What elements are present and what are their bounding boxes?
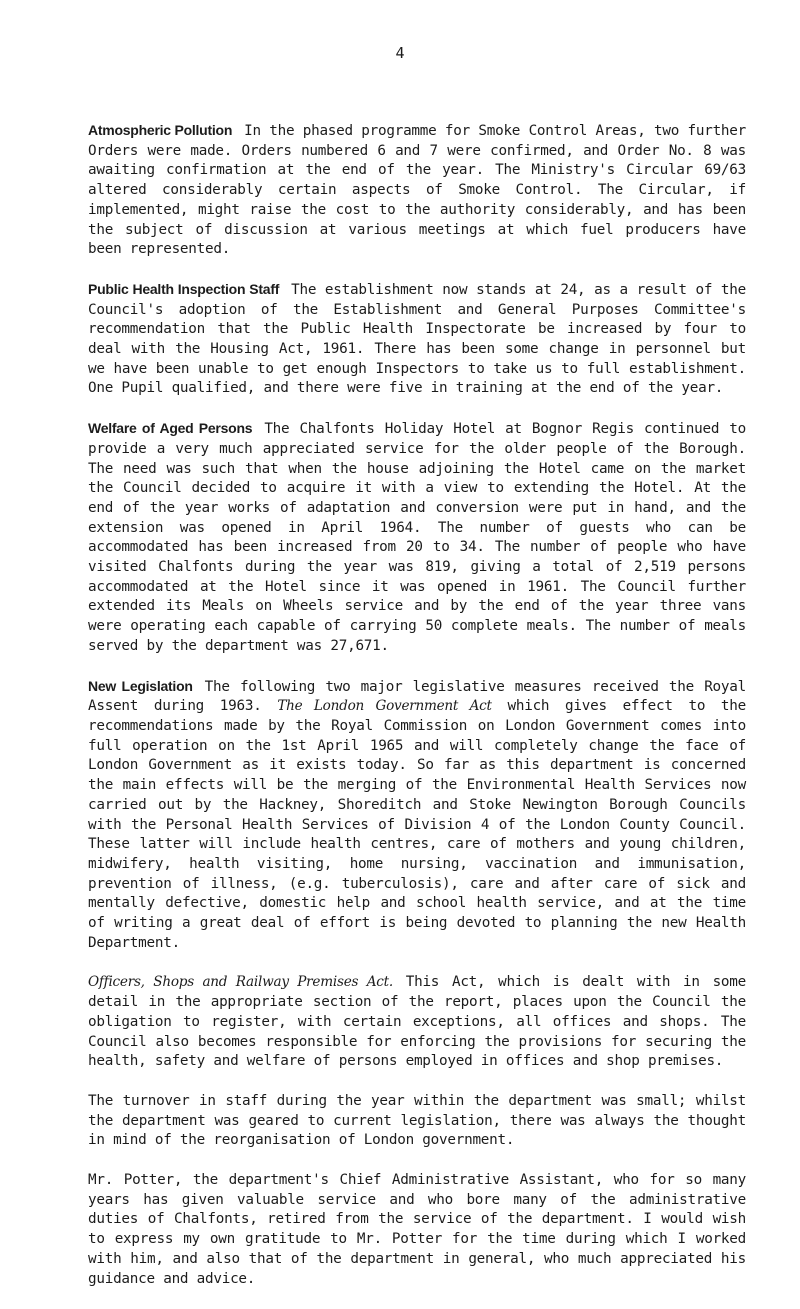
act-title-italic: The London Government Act bbox=[277, 698, 492, 715]
paragraph-text: In the phased programme for Smoke Control Areas, two further Orders were made. Orders numbered 6 and 7 were confirmed, and Order No. 8 was awaiting confirmation at the end of the year. The Ministry's Circular 69/63 altered considerably certain aspects of Smoke Control. The Circular, if implemented, might raise the cost to the authority considerably, and has been the subject of discussion at various meetings at which fuel producers have been represented. bbox=[88, 123, 746, 258]
heading-inspection-staff: Public Health Inspection Staff bbox=[88, 280, 280, 297]
paragraph-mr-potter bbox=[88, 1171, 746, 1289]
page-number: 4 bbox=[395, 44, 405, 62]
report-body bbox=[88, 121, 746, 1309]
act-title-italic: Officers, Shops and Railway Premises Act. bbox=[88, 974, 393, 991]
paragraph-text: which gives effect to the recommendations made by the Royal Commission on London Government comes into full operation on the 1st April 1965 and will completely change the face of London Government as it exists today. So far as this department is concerned the main effects will be the merging of the Environmental Health Services now carried out by the Hackney, Shoreditch and Stoke Newington Borough Councils with the Personal Health Services of Division 4 of the London County Council. These latter will include health centres, care of mothers and young children, midwifery, health visiting, home nursing, vaccination and immunisation, prevention of illness, (e.g. tuberculosis), care and after care of sick and mentally defective, domestic help and school health service, and at the time of writing a great deal of effort is being devoted to planning the new Health Department. bbox=[88, 698, 746, 951]
paragraph-text: The establishment now stands at 24, as a result of the Council's adoption of the Establishment and General Purposes Committee's recommendation that the Public Health Inspectorate be increased by four to deal with the Housing Act, 1961. There has been some change in personnel but we have been unable to get enough Inspectors to take us to full establishment. One Pupil qualified, and there were five in training at the end of the year. bbox=[88, 281, 746, 397]
paragraph-atmospheric-pollution bbox=[88, 121, 746, 260]
heading-welfare-aged: Welfare of Aged Persons bbox=[88, 420, 253, 437]
heading-atmospheric-pollution: Atmospheric Pollution bbox=[88, 122, 233, 138]
paragraph-welfare-aged bbox=[88, 419, 746, 656]
paragraph-staff-turnover bbox=[88, 1092, 746, 1151]
paragraph-text: The Chalfonts Holiday Hotel at Bognor Regis continued to provide a very much appreciated service for the older people of the Borough. The need was such that when the house adjoining the Hotel came on the market the Council decided to acquire it with a view to extending the Hotel. At the end of the year works of adaptation and conversion were put in hand, and the extension was opened in April 1964. The number of guests who can be accommodated has been increased from 20 to 34. The number of people who have visited Chalfonts during the year was 819, giving a total of 2,519 persons accommodated at the Hotel since it was opened in 1961. The Council further extended its Meals on Wheels service and by the end of the year three vans were operating each capable of carrying 50 complete meals. The number of meals served by the department was 27,671. bbox=[88, 421, 746, 654]
heading-new-legislation: New Legislation bbox=[88, 677, 193, 694]
paragraph-offices-act bbox=[88, 973, 746, 1072]
paragraph-new-legislation bbox=[88, 677, 746, 954]
paragraph-text: This Act, which is dealt with in some detail in the appropriate section of the report, places upon the Council the obligation to register, with certain exceptions, all offices and shops. The Council also becomes responsible for enforcing the provisions for securing the health, safety and welfare of persons employed in offices and shop premises. bbox=[88, 974, 746, 1070]
paragraph-inspection-staff bbox=[88, 280, 746, 399]
paragraph-text: The following two major legislative measures received the Royal Assent during 1963. bbox=[88, 678, 746, 715]
paragraph-text: The turnover in staff during the year within the department was small; whilst the department was geared to current legislation, there was always the thought in mind of the reorganisation of London government. bbox=[88, 1092, 746, 1149]
paragraph-text: Mr. Potter, the department's Chief Administrative Assistant, who for so many years has given valuable service and who bore many of the administrative duties of Chalfonts, retired from the service of the department. I would wish to express my own gratitude to Mr. Potter for the time during which I worked with him, and also that of the department in general, who much appreciated his guidance and advice. bbox=[88, 1172, 746, 1287]
